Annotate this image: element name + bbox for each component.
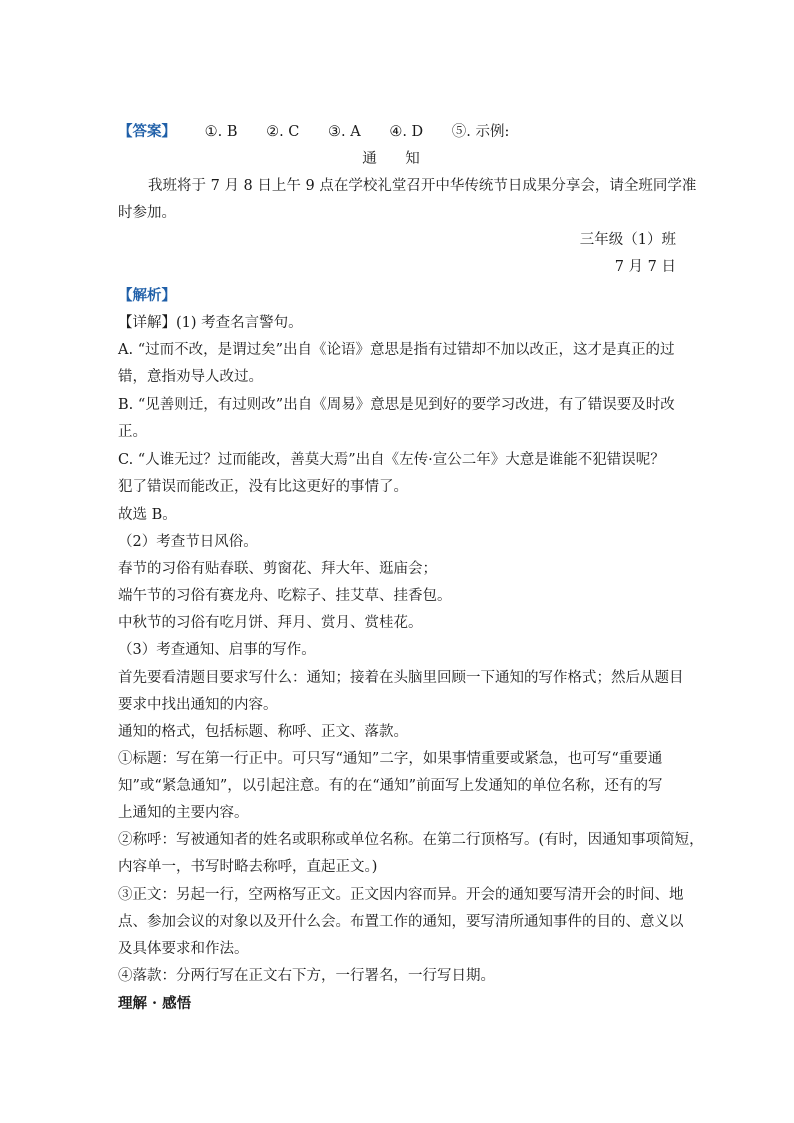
analysis-line: （2）考查节日风俗。 (118, 534, 258, 550)
answer-row (118, 122, 676, 142)
answer-tag: 【答案】 (118, 123, 176, 140)
answer-choice-5: ⑤. 示例: (451, 124, 510, 140)
notice-body-line-1: 我班将于 7 月 8 日上午 9 点在学校礼堂召开中华传统节日成果分享会，请全班同学准 (148, 178, 697, 194)
analysis-line: 首先要看清题目要求写什么：通知；接着在头脑里回顾一下通知的写作格式；然后从题目 (118, 670, 684, 686)
analysis-line: 要求中找出通知的内容。 (118, 697, 278, 713)
analysis-line: （3）考查通知、启事的写作。 (118, 642, 316, 658)
analysis-line: 及具体要求和作法。 (118, 941, 249, 957)
analysis-line: 中秋节的习俗有吃月饼、拜月、赏月、赏桂花。 (118, 615, 423, 631)
analysis-line: 知”或“紧急通知”，以引起注意。有的在“通知”前面写上发通知的单位名称，还有的写 (118, 778, 663, 794)
section-footer: 理解 · 感悟 (118, 995, 192, 1012)
analysis-line: 春节的习俗有贴春联、剪窗花、拜大年、逛庙会； (118, 561, 437, 577)
analysis-line: 【详解】(1) 考查名言警句。 (118, 315, 303, 331)
notice-signature: 三年级（1）班 (579, 232, 676, 248)
analysis-line: 正。 (118, 424, 147, 440)
answer-choice-3: ③. A (328, 124, 361, 140)
analysis-line: A. “过而不改，是谓过矣”出自《论语》意思是指有过错却不加以改正，这才是真正的过 (118, 342, 675, 358)
analysis-tag: 【解析】 (118, 287, 176, 304)
notice-body-line-2: 时参加。 (118, 205, 176, 221)
analysis-line: ③正文：另起一行，空两格写正文。正文因内容而异。开会的通知要写清开会的时间、地 (118, 887, 684, 903)
answer-choice-1: ①. B (204, 124, 238, 140)
answer-choice-2: ②. C (266, 124, 300, 140)
analysis-line: ①标题：写在第一行正中。可只写“通知”二字，如果事情重要或紧急，也可写“重要通 (118, 751, 663, 767)
analysis-line: 上通知的主要内容。 (118, 805, 249, 821)
analysis-line: ②称呼：写被通知者的姓名或职称或单位名称。在第二行顶格写。(有时，因通知事项简短， (118, 832, 704, 848)
analysis-line: B. “见善则迁，有过则改”出自《周易》意思是见到好的要学习改进，有了错误要及时改 (118, 397, 675, 413)
analysis-line: 故选 B。 (118, 507, 177, 523)
analysis-line: 犯了错误而能改正，没有比这更好的事情了。 (118, 479, 408, 495)
answer-choice-4: ④. D (389, 124, 424, 140)
analysis-line: 通知的格式，包括标题、称呼、正文、落款。 (118, 724, 408, 740)
notice-title: 通 知 (362, 151, 432, 167)
analysis-line: 错，意指劝导人改过。 (118, 369, 263, 385)
analysis-line: 点、参加会议的对象以及开什么会。布置工作的通知，要写清所通知事件的目的、意义以 (118, 914, 684, 930)
analysis-line: 内容单一，书写时略去称呼，直起正文。) (118, 859, 378, 875)
analysis-line: ④落款：分两行写在正文右下方，一行署名，一行写日期。 (118, 968, 495, 984)
analysis-line: 端午节的习俗有赛龙舟、吃粽子、挂艾草、挂香包。 (118, 588, 452, 604)
analysis-line: C. “人谁无过？过而能改，善莫大焉”出自《左传·宣公二年》大意是谁能不犯错误呢？ (118, 452, 665, 468)
notice-date: 7 月 7 日 (614, 259, 676, 275)
